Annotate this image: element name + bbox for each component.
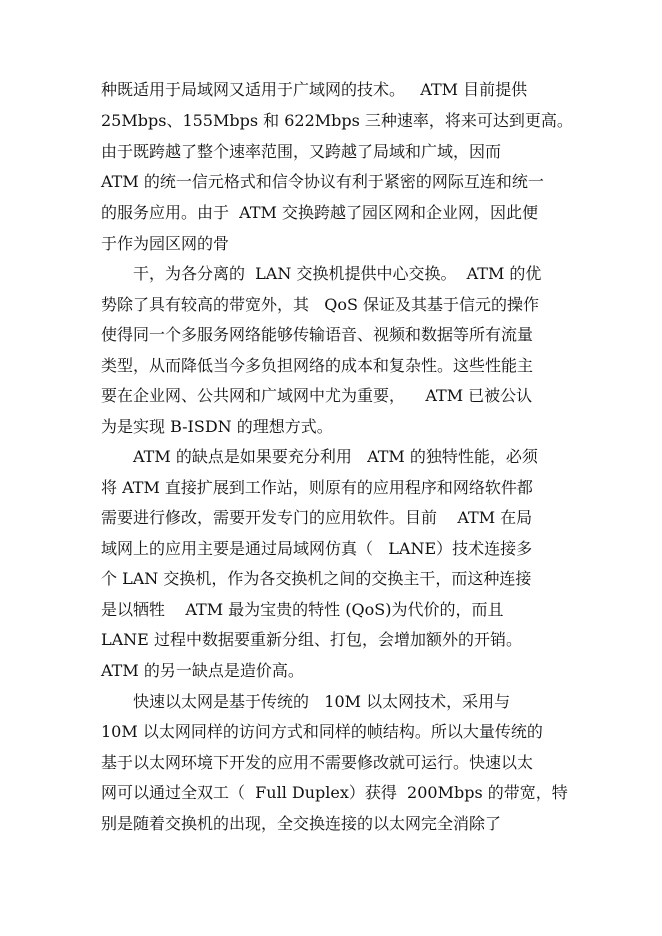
- text-line: 快速以太网是基于传统的 10M 以太网技术，采用与: [133, 692, 511, 711]
- text-line: 是以牺牲 ATM 最为宝贵的特性 (QoS)为代价的，而且: [101, 600, 504, 619]
- text-line: 需要进行修改，需要开发专门的应用软件。目前 ATM 在局: [101, 508, 533, 527]
- text-line: 使得同一个多服务网络能够传输语音、视频和数据等所有流量: [101, 325, 534, 344]
- text-line: ATM 的缺点是如果要充分利用 ATM 的独特性能，必须: [133, 447, 538, 466]
- text-line: 别是随着交换机的出现，全交换连接的以太网完全消除了: [101, 814, 502, 833]
- text-line: 基于以太网环境下开发的应用不需要修改就可运行。快速以太: [101, 753, 534, 772]
- text-line: 域网上的应用主要是通过局域网仿真（ LANE）技术连接多: [101, 539, 533, 558]
- text-line: 网可以通过全双工（ Full Duplex）获得 200Mbps 的带宽，特: [101, 783, 568, 802]
- text-line: 要在企业网、公共网和广域网中尤为重要， ATM 已被公认: [101, 386, 533, 405]
- text-line: 10M 以太网同样的访问方式和同样的帧结构。所以大量传统的: [101, 722, 543, 741]
- text-line: 为是实现 B-ISDN 的理想方式。: [101, 417, 333, 436]
- text-line: 势除了具有较高的带宽外，其 QoS 保证及其基于信元的操作: [101, 295, 540, 314]
- text-line: 个 LAN 交换机，作为各交换机之间的交换主干，而这种连接: [101, 569, 532, 588]
- text-line: ATM 的另一缺点是造价高。: [101, 661, 304, 680]
- text-line: ATM 的统一信元格式和信令协议有利于紧密的网际互连和统一: [101, 172, 544, 191]
- text-line: 25Mbps、155Mbps 和 622Mbps 三种速率，将来可达到更高。: [101, 111, 573, 130]
- text-line: 种既适用于局域网又适用于广域网的技术。 ATM 目前提供: [101, 80, 528, 99]
- text-line: 由于既跨越了整个速率范围，又跨越了局域和广域，因而: [101, 142, 502, 161]
- text-line: 的服务应用。由于 ATM 交换跨越了园区网和企业网，因此便: [101, 203, 538, 222]
- text-line: 类型，从而降低当今多负担网络的成本和复杂性。这些性能主: [101, 356, 534, 375]
- text-line: LANE 过程中数据要重新分组、打包，会增加额外的开销。: [101, 630, 522, 649]
- text-line: 于作为园区网的骨: [101, 234, 230, 253]
- text-line: 将 ATM 直接扩展到工作站，则原有的应用程序和网络软件都: [101, 478, 533, 497]
- text-line: 干，为各分离的 LAN 交换机提供中心交换。 ATM 的优: [133, 264, 542, 283]
